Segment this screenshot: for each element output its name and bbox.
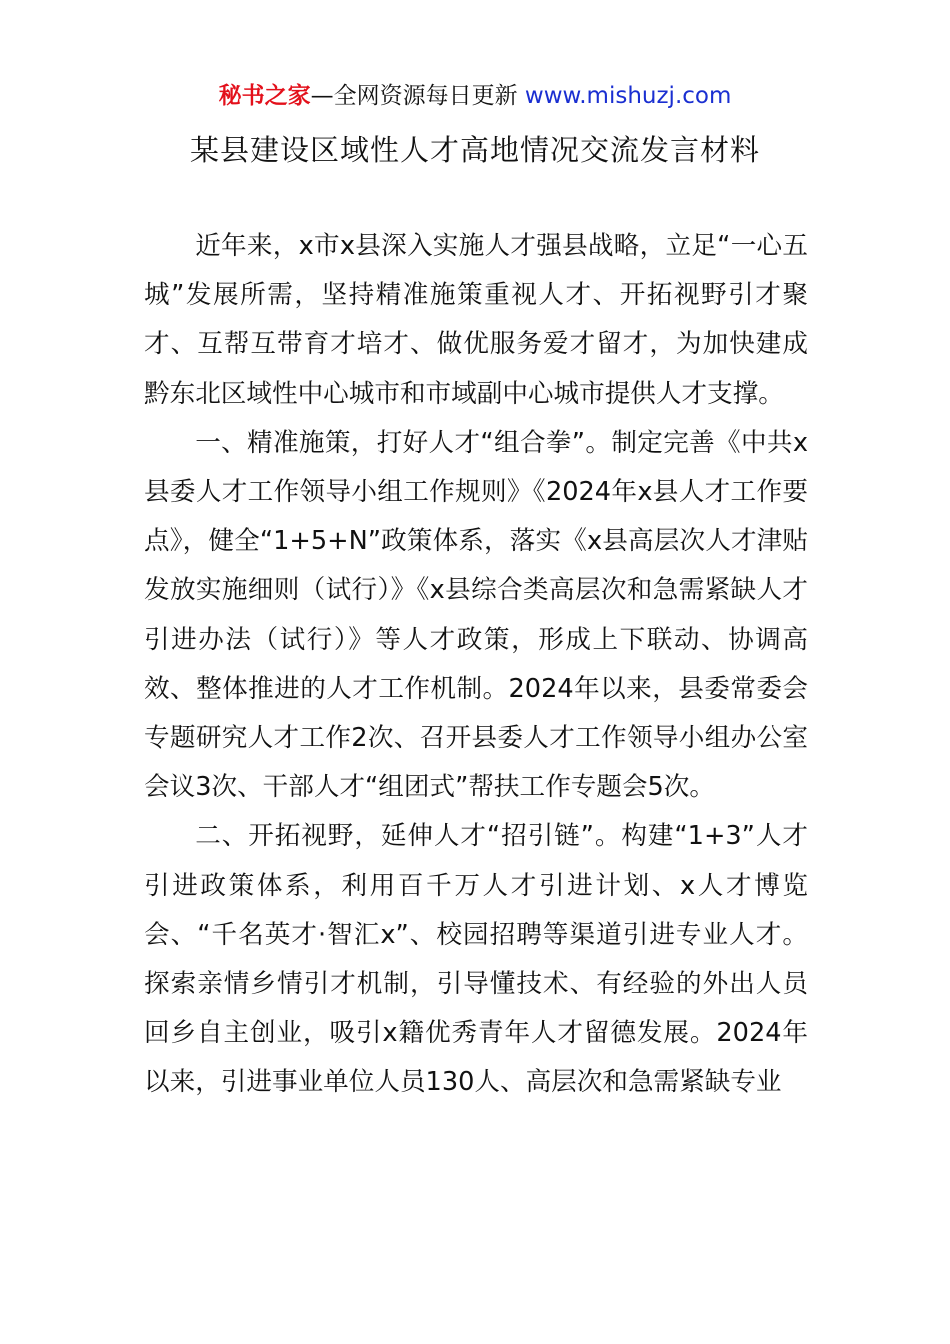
- document-body: [144, 222, 808, 1108]
- document-title: 某县建设区域性人才高地情况交流发言材料: [189, 133, 760, 167]
- site-url-link[interactable]: www.mishuzj.com: [524, 83, 732, 109]
- brand-name: 秘书之家: [218, 83, 311, 109]
- site-header: [0, 80, 950, 112]
- header-tagline: —全网资源每日更新: [310, 83, 518, 109]
- paragraph-section-two: 二、开拓视野，延伸人才“招引链”。构建“1+3”人才引进政策体系，利用百千万人才引进计划、x人才博览会、“千名英才·智汇x”、校园招聘等渠道引进专业人才。探索亲情乡情引才机制，引导懂技术、有经验的外出人员回乡自主创业，吸引x籍优秀青年人才留德发展。2024年以来，引进事业单位人员130人、高层次和急需紧缺专业: [144, 821, 808, 1098]
- paragraph-intro: 近年来，x市x县深入实施人才强县战略，立足“一心五城”发展所需，坚持精准施策重视人才、开拓视野引才聚才、互帮互带育才培才、做优服务爱才留才，为加快建成黔东北区域性中心城市和市域副中心城市提供人才支撑。: [144, 231, 808, 409]
- paragraph-section-one: 一、精准施策，打好人才“组合拳”。制定完善《中共x县委人才工作领导小组工作规则》《2024年x县人才工作要点》，健全“1+5+N”政策体系，落实《x县高层次人才津贴发放实施细则（试行）》《x县综合类高层次和急需紧缺人才引进办法（试行）》等人才政策，形成上下联动、协调高效、整体推进的人才工作机制。2024年以来，县委常委会专题研究人才工作2次、召开县委人才工作领导小组办公室会议3次、干部人才“组团式”帮扶工作专题会5次。: [144, 427, 808, 803]
